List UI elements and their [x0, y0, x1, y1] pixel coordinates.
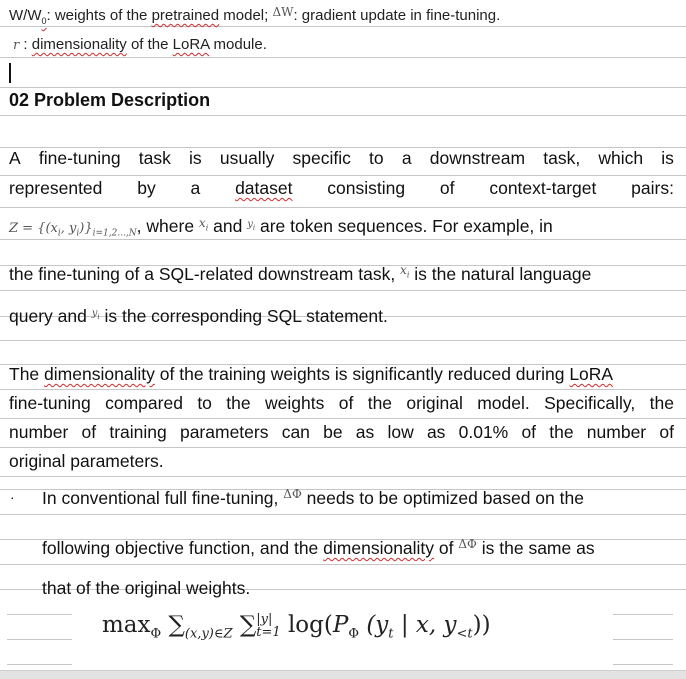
formula-sum-sub: (x,y)∈Z — [184, 626, 233, 642]
word: of — [521, 422, 537, 442]
word: the — [549, 422, 574, 442]
para-text: the fine-tuning of a SQL-related downstream task, — [9, 264, 401, 284]
ruled-line — [0, 514, 686, 515]
word: of — [81, 422, 97, 442]
para1-line3 — [9, 216, 553, 239]
math-part: , y — [60, 221, 77, 236]
text-cursor — [9, 63, 11, 83]
ruled-line — [0, 389, 686, 390]
math-part: x — [400, 263, 407, 277]
math-part: i — [205, 223, 209, 233]
word: 0.01% — [458, 422, 509, 442]
bullet-line1 — [42, 488, 584, 509]
formula-sum-sup: |y| — [256, 612, 273, 627]
math-part: Z = {(x — [9, 221, 58, 236]
formula-close: )) — [472, 612, 491, 638]
math-y-i — [247, 219, 255, 230]
math-part: i — [252, 224, 256, 232]
word: which — [598, 148, 644, 168]
misspelled-word[interactable]: pretrained — [151, 7, 220, 24]
formula-arg: (y — [359, 612, 389, 638]
formula-p: P — [332, 612, 349, 638]
math-delta-phi: ΔΦ — [283, 487, 302, 501]
misspelled-word[interactable]: dataset — [235, 178, 293, 198]
para-text: following objective function, and the — [42, 538, 324, 558]
word: downstream — [429, 148, 526, 168]
ruled-line — [7, 614, 72, 615]
word: Specifically, — [544, 393, 636, 413]
para-text: of the training weights is significantly reduced during — [154, 364, 570, 384]
formula-sum: ∑ — [239, 612, 257, 638]
ruled-line — [0, 476, 686, 477]
word: number — [586, 422, 647, 442]
word: fine-tuning — [38, 148, 121, 168]
ruled-line — [0, 175, 686, 176]
word: A — [9, 148, 21, 168]
word: specific — [292, 148, 351, 168]
note-text: : gradient update in fine-tuning. — [293, 7, 501, 24]
para-text: needs to be optimized based on the — [301, 488, 584, 508]
para1-line2 — [9, 178, 674, 199]
math-part: i — [97, 313, 100, 321]
ruled-line — [0, 207, 686, 208]
ruled-line — [0, 26, 686, 27]
word: usually — [219, 148, 275, 168]
note-text: of the — [126, 36, 173, 53]
formula-arg-sub: t — [388, 626, 394, 642]
word: a — [190, 178, 201, 198]
word: context-target — [489, 178, 597, 198]
ruled-line — [613, 639, 673, 640]
formula-sum: ∑ — [168, 612, 185, 638]
math-part: y — [91, 308, 98, 319]
symbol-w-subscript: 0 — [41, 16, 47, 26]
word: model. — [477, 393, 530, 413]
bullet-line2 — [42, 538, 595, 559]
word: weights — [265, 393, 325, 413]
word: original — [406, 393, 463, 413]
ruled-line — [613, 664, 673, 665]
note-text: : weights of the — [46, 7, 152, 24]
misspelled-word[interactable]: dimensionality — [31, 36, 127, 53]
ruled-line — [0, 340, 686, 341]
misspelled-word[interactable]: LoRA — [569, 364, 614, 384]
word: the — [226, 393, 251, 413]
note-line-rank[interactable] — [13, 36, 267, 53]
para-text: of — [434, 538, 459, 558]
word: parameters — [179, 422, 269, 442]
word: of — [439, 178, 455, 198]
para1-line1 — [9, 148, 674, 169]
word: is — [661, 148, 674, 168]
bullet-marker: · — [10, 489, 15, 505]
para-text: is the same as — [476, 538, 595, 558]
math-y-i — [92, 308, 100, 319]
word: is — [189, 148, 202, 168]
word: be — [323, 422, 343, 442]
math-part: i — [57, 228, 61, 239]
para1-line4 — [9, 264, 591, 285]
word: by — [137, 178, 156, 198]
word: consisting — [327, 178, 406, 198]
para2-line2 — [9, 393, 674, 414]
math-part: y — [247, 219, 253, 230]
misspelled-word[interactable]: LoRA — [172, 36, 210, 53]
word: a — [401, 148, 412, 168]
note-text: module. — [209, 36, 267, 53]
word: of — [338, 393, 354, 413]
ruled-line — [0, 87, 686, 88]
math-part: )} — [79, 221, 93, 236]
math-r: r — [13, 38, 20, 53]
math-part: i — [76, 228, 80, 239]
ruled-line — [0, 418, 686, 419]
word: as — [426, 422, 446, 442]
word: to — [369, 148, 384, 168]
word: the — [649, 393, 674, 413]
symbol-w: W/W — [9, 7, 42, 24]
para-text: is the natural language — [409, 264, 592, 284]
ruled-line — [0, 290, 686, 291]
para-text: The — [9, 364, 45, 384]
ruled-line — [0, 115, 686, 116]
ruled-line — [0, 57, 686, 58]
misspelled-word[interactable]: dimensionality — [44, 364, 155, 384]
math-part: i=1,2...,N — [92, 228, 137, 239]
word: the — [367, 393, 393, 413]
note-text: model; — [219, 7, 273, 24]
word: task — [138, 148, 171, 168]
math-x-i — [400, 263, 410, 280]
math-delta-phi: ΔΦ — [458, 537, 477, 551]
word: number — [9, 422, 69, 442]
math-delta-w: ΔW — [272, 5, 294, 19]
ruled-line — [7, 639, 72, 640]
word: represented — [9, 178, 103, 198]
formula-max: max — [102, 612, 151, 638]
ruled-line — [613, 614, 673, 615]
math-dataset-definition — [9, 221, 137, 239]
para-text: and — [208, 216, 248, 236]
para2-line3 — [9, 422, 674, 443]
math-x-i — [198, 216, 209, 233]
objective-formula — [102, 612, 491, 642]
section-heading: 02 Problem Description — [9, 90, 211, 110]
math-part: x — [198, 216, 206, 230]
word: of — [659, 422, 674, 442]
formula-sum-sub: t=1 — [256, 625, 281, 640]
ruled-line — [0, 239, 686, 240]
para-text: are token sequences. For example, in — [255, 216, 553, 236]
formula-p-sub: Φ — [348, 626, 360, 642]
para-text: In conventional full fine-tuning, — [42, 488, 284, 508]
word: to — [197, 393, 212, 413]
para2-line1 — [9, 364, 613, 385]
word: task, — [543, 148, 581, 168]
ruled-line — [7, 664, 72, 665]
para-text: query and — [9, 306, 92, 326]
para2-line4: original parameters. — [9, 451, 164, 471]
word: as — [355, 422, 375, 442]
word: training — [109, 422, 167, 442]
ruled-line — [0, 564, 686, 565]
word: can — [281, 422, 310, 442]
math-part: i — [406, 270, 410, 280]
misspelled-word[interactable]: dimensionality — [323, 538, 435, 558]
note-text: : — [19, 36, 32, 53]
para-text: , where — [136, 216, 199, 236]
formula-max-sub: Φ — [150, 626, 162, 642]
para1-line5 — [9, 306, 388, 327]
formula-cond: | x, y — [393, 612, 457, 638]
ruled-line — [0, 447, 686, 448]
word: pairs: — [631, 178, 674, 198]
formula-log: log( — [287, 612, 333, 638]
para-text: is the corresponding SQL statement. — [99, 306, 388, 326]
word: compared — [105, 393, 183, 413]
word: fine-tuning — [9, 393, 91, 413]
formula-cond-sub: <t — [456, 626, 473, 642]
word: low — [387, 422, 414, 442]
formula-limits — [256, 613, 280, 639]
note-line-weights[interactable] — [9, 7, 500, 26]
bullet-line3: that of the original weights. — [42, 578, 251, 598]
